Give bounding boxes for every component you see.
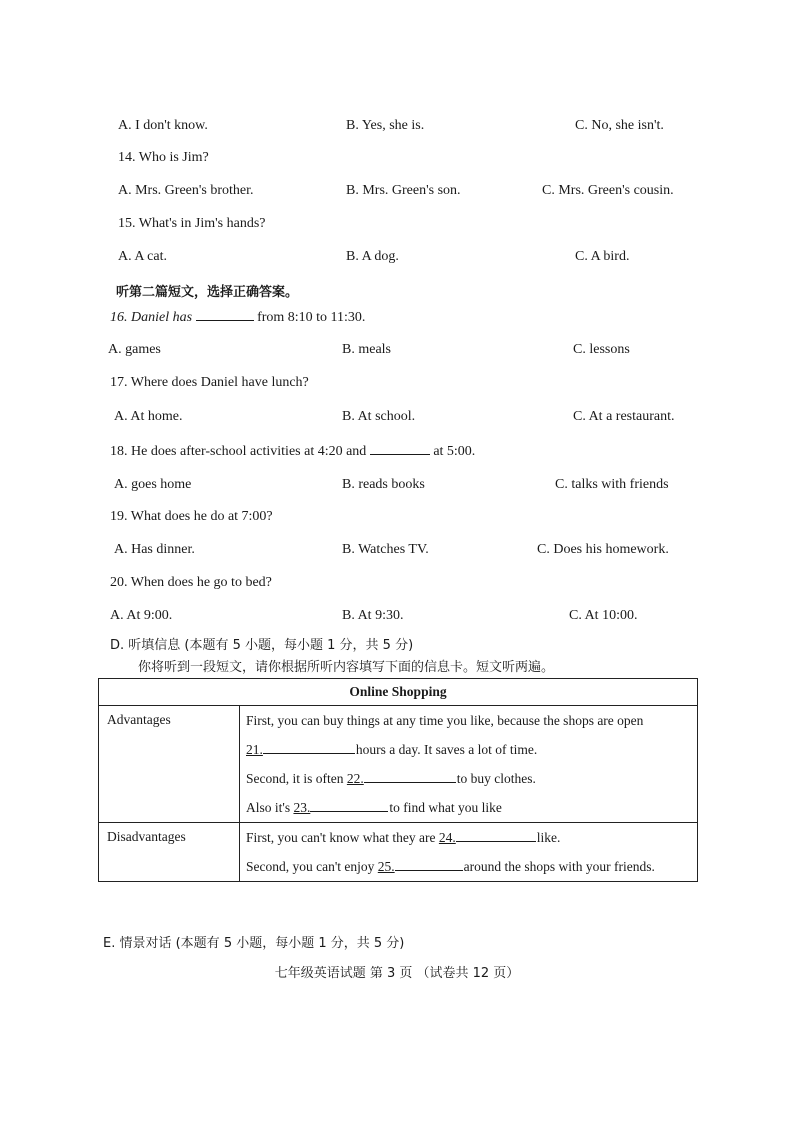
adv-line-3-post: to buy clothes. xyxy=(456,771,536,786)
q18-option-a: A. goes home xyxy=(114,477,192,492)
q14-option-b: B. Mrs. Green's son. xyxy=(346,183,461,198)
q14-text: 14. Who is Jim? xyxy=(118,150,209,165)
dis-line-2-pre: Second, you can't enjoy xyxy=(246,859,375,874)
disadvantages-label: Disadvantages xyxy=(99,823,240,882)
q16-option-c: C. lessons xyxy=(573,342,630,357)
online-shopping-table xyxy=(98,678,698,882)
q15-options xyxy=(0,249,794,269)
q13-option-b: B. Yes, she is. xyxy=(346,118,425,133)
q20-text: 20. When does he go to bed? xyxy=(110,575,272,590)
q15-text: 15. What's in Jim's hands? xyxy=(118,216,266,231)
adv-line-4-post: to find what you like xyxy=(389,800,502,815)
q15-option-a: A. A cat. xyxy=(118,249,167,264)
section-e-heading: E. 情景对话 (本题有 5 小题，每小题 1 分，共 5 分) xyxy=(103,936,405,951)
adv-line-2 xyxy=(240,735,697,764)
dis-line-2 xyxy=(240,852,697,881)
q20-option-c: C. At 10:00. xyxy=(569,608,638,623)
q17-option-b: B. At school. xyxy=(342,409,416,424)
q18-pre: 18. He does after-school activities at 4:20 and xyxy=(110,444,367,459)
blank-22[interactable] xyxy=(364,768,456,783)
q18-option-b: B. reads books xyxy=(342,477,425,492)
q18-text xyxy=(110,442,475,460)
blank-23-number: 23. xyxy=(293,800,311,815)
q17-option-a: A. At home. xyxy=(114,409,183,424)
q16-pre: 16. Daniel has xyxy=(110,310,193,325)
blank-25[interactable] xyxy=(395,856,463,871)
blank-24-number: 24. xyxy=(438,830,456,845)
adv-line-4 xyxy=(240,793,697,822)
q20-options xyxy=(0,608,794,628)
q16-options xyxy=(0,342,794,362)
q20-option-a: A. At 9:00. xyxy=(110,608,173,623)
q17-options xyxy=(0,409,794,429)
dis-line-1-post: like. xyxy=(536,830,561,845)
adv-line-1: First, you can buy things at any time you like, because the shops are open xyxy=(246,713,644,728)
dis-line-1 xyxy=(240,823,697,852)
section-d-heading: D. 听填信息 (本题有 5 小题，每小题 1 分，共 5 分) xyxy=(110,638,414,653)
q20-option-b: B. At 9:30. xyxy=(342,608,404,623)
section-d-instruction: 你将听到一段短文，请你根据所听内容填写下面的信息卡。短文听两遍。 xyxy=(138,660,555,675)
q16-text xyxy=(110,308,365,326)
q14-options xyxy=(0,183,794,203)
blank-23[interactable] xyxy=(310,797,388,812)
q13-option-a: A. I don't know. xyxy=(118,118,208,133)
q19-option-b: B. Watches TV. xyxy=(342,542,429,557)
q16-blank xyxy=(196,308,254,321)
q16-option-a: A. games xyxy=(108,342,161,357)
dis-line-1-pre: First, you can't know what they are xyxy=(246,830,436,845)
q17-text: 17. Where does Daniel have lunch? xyxy=(110,375,309,390)
q19-option-a: A. Has dinner. xyxy=(114,542,195,557)
q18-blank xyxy=(370,442,430,455)
blank-25-number: 25. xyxy=(377,859,395,874)
adv-line-3-pre: Second, it is often xyxy=(246,771,344,786)
q15-option-c: C. A bird. xyxy=(575,249,630,264)
q18-options xyxy=(0,477,794,497)
table-title: Online Shopping xyxy=(99,679,698,706)
q19-text: 19. What does he do at 7:00? xyxy=(110,509,273,524)
blank-22-number: 22. xyxy=(346,771,364,786)
q14-option-c: C. Mrs. Green's cousin. xyxy=(542,183,674,198)
q17-option-c: C. At a restaurant. xyxy=(573,409,675,424)
disadvantages-content xyxy=(240,823,698,882)
q18-post: at 5:00. xyxy=(433,444,476,459)
q16-option-b: B. meals xyxy=(342,342,391,357)
advantages-label: Advantages xyxy=(99,706,240,823)
q15-option-b: B. A dog. xyxy=(346,249,399,264)
q13-option-c: C. No, she isn't. xyxy=(575,118,664,133)
q18-option-c: C. talks with friends xyxy=(555,477,669,492)
q19-options xyxy=(0,542,794,562)
adv-line-4-pre: Also it's xyxy=(246,800,291,815)
q19-option-c: C. Does his homework. xyxy=(537,542,669,557)
blank-21-number: 21. xyxy=(246,742,263,757)
q13-options xyxy=(0,118,794,138)
page-footer: 七年级英语试题 第 3 页 （试卷共 12 页） xyxy=(274,966,520,981)
blank-21[interactable] xyxy=(263,739,355,754)
section2-instruction: 听第二篇短文，选择正确答案。 xyxy=(116,285,299,300)
advantages-content xyxy=(240,706,698,823)
adv-line-3 xyxy=(240,764,697,793)
adv-line-2-post: hours a day. It saves a lot of time. xyxy=(355,742,538,757)
q16-post: from 8:10 to 11:30. xyxy=(257,310,366,325)
blank-24[interactable] xyxy=(456,827,536,842)
q14-option-a: A. Mrs. Green's brother. xyxy=(118,183,254,198)
dis-line-2-post: around the shops with your friends. xyxy=(463,859,655,874)
